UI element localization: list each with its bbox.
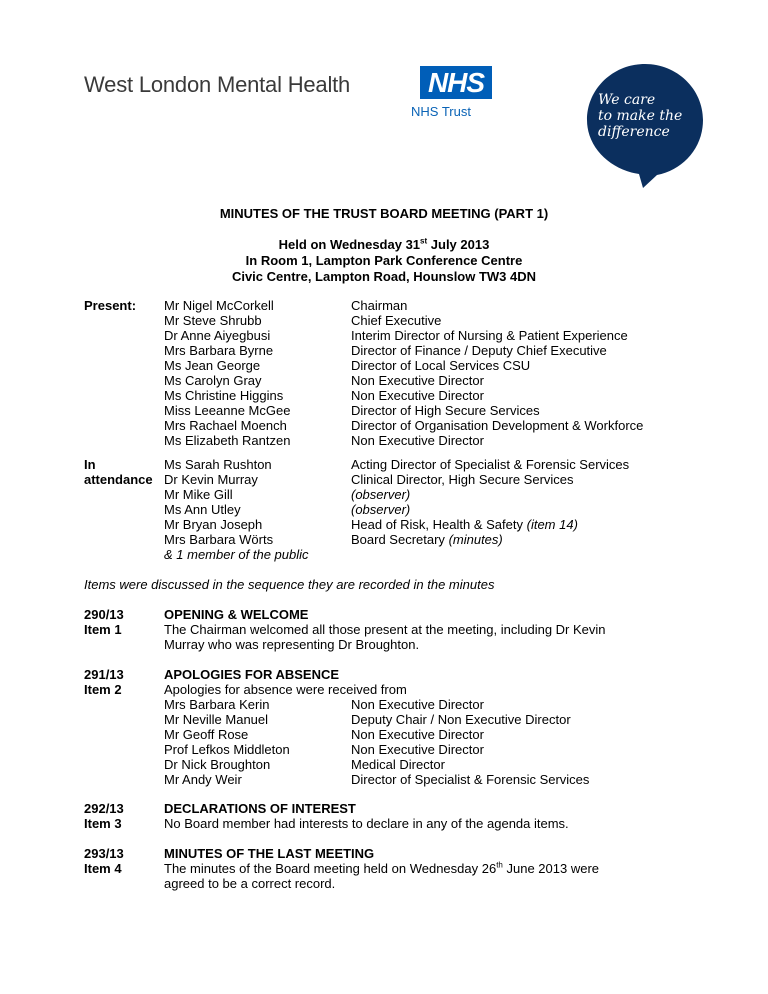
apology-name: Mrs Barbara Kerin <box>164 697 270 712</box>
document-title: MINUTES OF THE TRUST BOARD MEETING (PART 1) <box>219 206 549 221</box>
item-heading: APOLOGIES FOR ABSENCE <box>164 667 340 682</box>
slogan-line: We care <box>598 92 656 108</box>
role-note: (item 14) <box>526 517 578 532</box>
attendee-role <box>351 532 629 547</box>
apology-name: Dr Nick Broughton <box>164 757 271 772</box>
apology-role: Non Executive Director <box>351 742 484 757</box>
slogan-line: to make the <box>598 108 683 124</box>
attendee-name: Mr Nigel McCorkell <box>164 298 274 313</box>
item-ref <box>84 667 124 697</box>
apology-role: Non Executive Director <box>351 727 484 742</box>
attendee-name: & 1 member of the public <box>164 547 309 562</box>
item-text <box>164 861 599 876</box>
item-body <box>164 607 606 652</box>
item-text-part: June 2013 were <box>502 861 599 876</box>
apology-name: Mr Geoff Rose <box>164 727 249 742</box>
attendee-name: Ms Elizabeth Rantzen <box>164 433 291 448</box>
item-body <box>164 667 407 697</box>
attendee-name: Ms Sarah Rushton <box>164 457 272 472</box>
attendee-role: Chief Executive <box>351 313 442 328</box>
attendee-role: Non Executive Director <box>351 433 484 448</box>
nhs-logo: NHS <box>420 66 492 99</box>
attendee-name: Mrs Barbara Byrne <box>164 343 274 358</box>
attendee-name: Ms Carolyn Gray <box>164 373 262 388</box>
item-number: Item 2 <box>84 682 122 697</box>
attendee-role: (observer) <box>351 502 411 517</box>
item-number: Item 4 <box>84 861 122 876</box>
attendee-name: Mr Steve Shrubb <box>164 313 262 328</box>
attendee-role: Director of Organisation Development & Workforce <box>351 418 644 433</box>
present-names <box>164 298 290 448</box>
attendee-role: Director of High Secure Services <box>351 403 540 418</box>
attendee-name: Mr Mike Gill <box>164 487 233 502</box>
attendee-name: Miss Leeanne McGee <box>164 403 291 418</box>
apology-role: Deputy Chair / Non Executive Director <box>351 712 571 727</box>
slogan <box>598 92 694 140</box>
attendance-label-line: attendance <box>84 472 153 487</box>
attendee-role: Clinical Director, High Secure Services <box>351 472 574 487</box>
apology-name: Prof Lefkos Middleton <box>164 742 290 757</box>
attendee-role: Director of Local Services CSU <box>351 358 531 373</box>
org-name: West London Mental Health <box>84 72 351 97</box>
item-text-part: The minutes of the Board meeting held on Wednesday 26 <box>164 861 497 876</box>
item-heading: MINUTES OF THE LAST MEETING <box>164 846 375 861</box>
item-number: Item 3 <box>84 816 122 831</box>
item-text: Apologies for absence were received from <box>164 682 407 697</box>
attendee-name: Mrs Barbara Wörts <box>164 532 274 547</box>
item-text: Murray who was representing Dr Broughton. <box>164 637 420 652</box>
attendee-role: Acting Director of Specialist & Forensic Services <box>351 457 630 472</box>
role-text: Head of Risk, Health & Safety <box>351 517 523 532</box>
apology-name: Mr Andy Weir <box>164 772 242 787</box>
attendee-name: Dr Anne Aiyegbusi <box>164 328 271 343</box>
minute-ref: 292/13 <box>84 801 124 816</box>
meeting-date <box>0 237 768 252</box>
present-roles <box>351 298 643 448</box>
date-suffix: th <box>496 860 503 870</box>
attendee-name: Dr Kevin Murray <box>164 472 258 487</box>
date-suffix: st <box>420 236 428 246</box>
trust-label: NHS Trust <box>411 104 471 119</box>
attendee-name: Mr Bryan Joseph <box>164 517 263 532</box>
sequence-note: Items were discussed in the sequence they are recorded in the minutes <box>84 577 495 592</box>
attendee-role: (observer) <box>351 487 411 502</box>
item-ref <box>84 801 124 831</box>
apology-role: Director of Specialist & Forensic Services <box>351 772 590 787</box>
attendee-role: Non Executive Director <box>351 373 484 388</box>
minute-ref: 293/13 <box>84 846 124 861</box>
attendee-role: Director of Finance / Deputy Chief Executive <box>351 343 607 358</box>
attendee-name: Ms Ann Utley <box>164 502 241 517</box>
attendee-name: Mrs Rachael Moench <box>164 418 287 433</box>
apology-name: Mr Neville Manuel <box>164 712 269 727</box>
present-label: Present: <box>84 298 137 313</box>
apologies-roles <box>351 697 589 787</box>
apology-role: Medical Director <box>351 757 445 772</box>
attendance-label-line: In <box>84 457 96 472</box>
item-heading: OPENING & WELCOME <box>164 607 309 622</box>
attendee-role: Chairman <box>351 298 408 313</box>
item-body <box>164 846 599 891</box>
item-text: agreed to be a correct record. <box>164 876 336 891</box>
apologies-names <box>164 697 290 787</box>
item-ref <box>84 846 124 876</box>
item-text: No Board member had interests to declare in any of the agenda items. <box>164 816 569 831</box>
meeting-date-text: Held on Wednesday 31 <box>278 237 421 252</box>
attendee-role: Non Executive Director <box>351 388 484 403</box>
attendance-label <box>84 457 153 487</box>
item-ref <box>84 607 124 637</box>
item-body <box>164 801 569 831</box>
attendee-role <box>351 517 629 532</box>
meeting-address: Civic Centre, Lampton Road, Hounslow TW3 4DN <box>231 269 537 284</box>
minute-ref: 290/13 <box>84 607 124 622</box>
role-text: Board Secretary <box>351 532 445 547</box>
attendee-name: Ms Jean George <box>164 358 261 373</box>
attendee-role: Interim Director of Nursing & Patient Experience <box>351 328 628 343</box>
attendance-names <box>164 457 309 562</box>
attendee-name: Ms Christine Higgins <box>164 388 284 403</box>
attendance-roles <box>351 457 629 547</box>
role-note: (minutes) <box>448 532 503 547</box>
item-number: Item 1 <box>84 622 122 637</box>
slogan-line: difference <box>598 124 670 140</box>
meeting-venue: In Room 1, Lampton Park Conference Centre <box>245 253 523 268</box>
minute-ref: 291/13 <box>84 667 124 682</box>
meeting-date-rest: July 2013 <box>427 237 490 252</box>
apology-role: Non Executive Director <box>351 697 484 712</box>
trust-logo <box>84 66 504 126</box>
item-heading: DECLARATIONS OF INTEREST <box>164 801 356 816</box>
item-text: The Chairman welcomed all those present at the meeting, including Dr Kevin <box>164 622 606 637</box>
